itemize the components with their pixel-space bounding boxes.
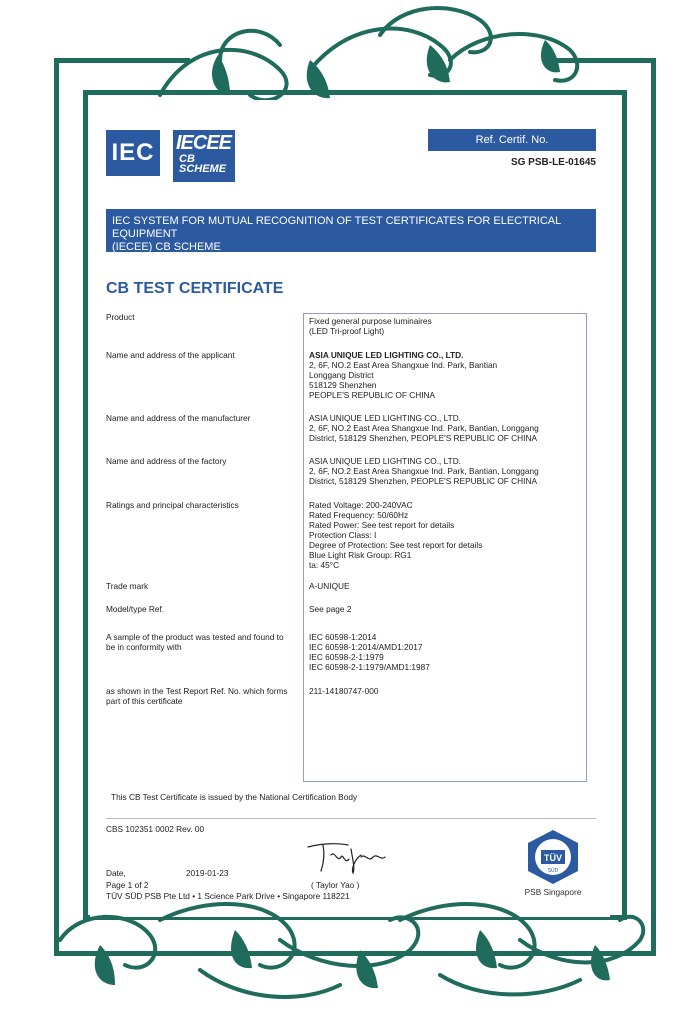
value-line: 518129 Shenzhen [309, 380, 377, 390]
value-line: Rated Power: See test report for details [309, 520, 455, 530]
issuer-address: TÜV SÜD PSB Pte Ltd • 1 Science Park Drive • Singapore 118221 [106, 891, 350, 901]
field-value-product [309, 316, 579, 336]
field-value-trade-mark [309, 581, 579, 591]
value-line: ASIA UNIQUE LED LIGHTING CO., LTD. [309, 413, 461, 423]
tuv-sud-logo [523, 828, 583, 886]
cbs-reference: CBS 102351 0002 Rev. 00 [106, 824, 205, 834]
value-line: Degree of Protection: See test report for details [309, 540, 483, 550]
tuv-logo-sub: SÜD [547, 868, 559, 874]
ref-certif-number: SG PSB-LE-01645 [510, 157, 596, 168]
footer-divider [106, 818, 596, 819]
field-label-ratings [106, 500, 291, 510]
value-line: 2, 6F, NO.2 East Area Shangxue Ind. Park, Bantian, Longgang [309, 466, 539, 476]
value-line: ASIA UNIQUE LED LIGHTING CO., LTD. [309, 350, 464, 360]
value-line: PEOPLE'S REPUBLIC OF CHINA [309, 390, 436, 400]
label-line: as shown in the Test Report Ref. No. [106, 686, 241, 696]
value-line: Longgang District [309, 370, 374, 380]
field-value-ratings [309, 500, 579, 570]
field-label-product [106, 312, 291, 322]
value-line: IEC 60598-1:2014 [309, 632, 377, 642]
label-line: which forms part of this certificate [106, 686, 288, 706]
iecee-cb-scheme-logo [173, 130, 235, 182]
iecee-logo-line1: IECEE [176, 132, 232, 154]
field-label-test-report [106, 686, 291, 706]
banner-line1: IEC SYSTEM FOR MUTUAL RECOGNITION OF TEST CERTIFICATES FOR ELECTRICAL EQUIPMENT [112, 215, 561, 240]
field-value-applicant [309, 350, 579, 400]
value-line: 2, 6F, NO.2 East Area Shangxue Ind. Park, Bantian [309, 360, 498, 370]
label-line: Name and address of the factory [106, 456, 227, 466]
label-line: to be in conformity with [106, 632, 284, 652]
field-label-trade-mark [106, 581, 291, 591]
value-line: See page 2 [309, 604, 352, 614]
value-line: District, 518129 Shenzhen, PEOPLE'S REPUBLIC OF CHINA [309, 476, 537, 486]
value-line: Blue Light Risk Group: RG1 [309, 550, 412, 560]
iecee-logo-line3: SCHEME [179, 163, 227, 175]
certificate-title: CB TEST CERTIFICATE [106, 280, 284, 297]
field-value-model [309, 604, 579, 614]
field-value-manufacturer [309, 413, 579, 443]
field-label-model [106, 604, 291, 614]
value-line: IEC 60598-1:2014/AMD1:2017 [309, 642, 423, 652]
value-line: IEC 60598-2-1:1979 [309, 652, 384, 662]
label-line: Name and address of the manufacturer [106, 413, 251, 423]
ref-certif-label-box [428, 129, 596, 151]
iecee-logo-sub [179, 154, 226, 174]
iec-logo-text: IEC [111, 139, 155, 166]
date-value: 2019-01-23 [186, 868, 229, 878]
label-line: Product [106, 312, 135, 322]
page-number: Page 1 of 2 [106, 880, 149, 890]
value-line: A-UNIQUE [309, 581, 350, 591]
value-line: IEC 60598-2-1:1979/AMD1:1987 [309, 662, 430, 672]
value-line: Fixed general purpose luminaires [309, 316, 432, 326]
psb-singapore-label: PSB Singapore [524, 887, 582, 897]
label-line: A sample of the product was tested and found [106, 632, 275, 642]
value-line: ta: 45°C [309, 560, 340, 570]
iecee-logo-line2: CB [179, 153, 195, 165]
field-label-applicant [106, 350, 291, 360]
label-line: Name and address of the applicant [106, 350, 235, 360]
banner-line2: (IECEE) CB SCHEME [112, 241, 221, 253]
label-line: Ratings and principal characteristics [106, 500, 239, 510]
field-label-factory [106, 456, 291, 466]
value-line: ASIA UNIQUE LED LIGHTING CO., LTD. [309, 456, 461, 466]
value-line: Protection Class: I [309, 530, 377, 540]
field-value-conformity [309, 632, 579, 672]
iec-logo [106, 130, 160, 176]
field-value-factory [309, 456, 579, 486]
value-line: District, 518129 Shenzhen, PEOPLE'S REPUBLIC OF CHINA [309, 433, 537, 443]
label-line: Trade mark [106, 581, 149, 591]
ref-certif-label: Ref. Certif. No. [475, 134, 549, 146]
signer-name: ( Taylor Yao ) [311, 880, 360, 890]
date-label: Date, [106, 868, 126, 878]
field-label-manufacturer [106, 413, 291, 423]
value-line: 2, 6F, NO.2 East Area Shangxue Ind. Park, Bantian, Longgang [309, 423, 539, 433]
value-line: Rated Voltage: 200-240VAC [309, 500, 413, 510]
label-line: Model/type Ref. [106, 604, 165, 614]
field-label-conformity [106, 632, 291, 652]
issued-by-statement: This CB Test Certificate is issued by the National Certification Body [111, 792, 358, 802]
value-line: (LED Tri-proof Light) [309, 326, 385, 336]
value-line: 211-14180747-000 [309, 686, 379, 696]
value-line: Rated Frequency: 50/60Hz [309, 510, 409, 520]
tuv-logo-text: TÜV [544, 853, 562, 863]
certificate-sheet [93, 100, 607, 900]
signature [303, 835, 393, 875]
field-value-test-report [309, 686, 579, 696]
iecee-banner [106, 209, 596, 252]
